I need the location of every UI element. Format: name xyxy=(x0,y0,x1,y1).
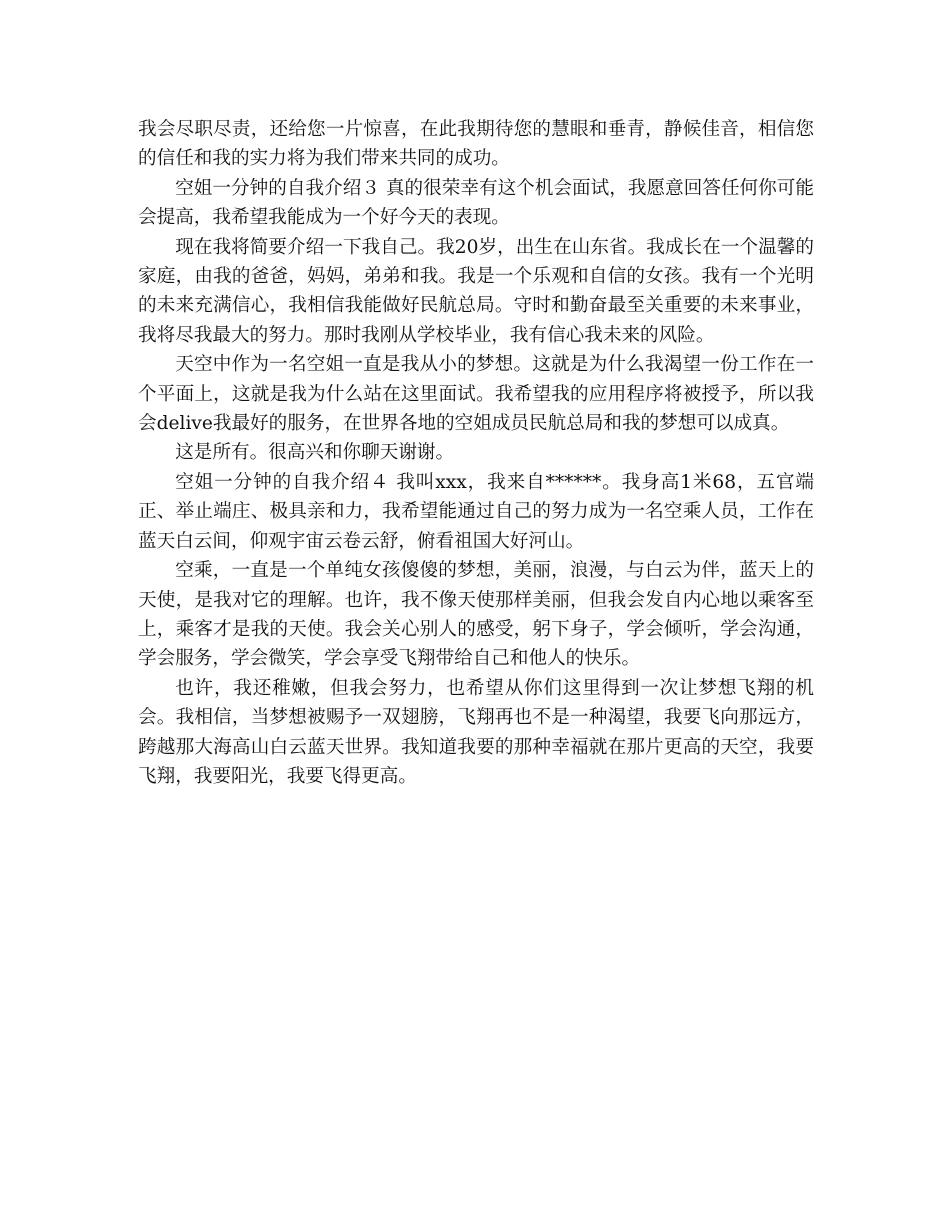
paragraph-3: 现在我将简要介绍一下我自己。我20岁，出生在山东省。我成长在一个温馨的家庭，由我的爸爸，妈妈，弟弟和我。我是一个乐观和自信的女孩。我有一个光明的未来充满信心，我相信我能做好民航总局。守时和勤奋最至关重要的未来事业，我将尽我最大的努力。那时我刚从学校毕业，我有信心我未来的风险。 xyxy=(138,236,814,346)
paragraph-4: 天空中作为一名空姐一直是我从小的梦想。这就是为什么我渴望一份工作在一个平面上，这就是我为什么站在这里面试。我希望我的应用程序将被授予，所以我会delive我最好的服务，在世界各地的空姐成员民航总局和我的梦想可以成真。 xyxy=(138,354,814,435)
paragraph-7: 空乘，一直是一个单纯女孩傻傻的梦想，美丽，浪漫，与白云为伴，蓝天上的天使，是我对它的理解。也许，我不像天使那样美丽，但我会发自内心地以乘客至上，乘客才是我的天使。我会关心别人的感受，躬下身子，学会倾听，学会沟通，学会服务，学会微笑，学会享受飞翔带给自己和他人的快乐。 xyxy=(138,560,814,670)
paragraph-6: 空姐一分钟的自我介绍４ 我叫xxx，我来自******。我身高1米68，五官端正、举止端庄、极具亲和力，我希望能通过自己的努力成为一名空乘人员，工作在蓝天白云间，仰观宇宙云卷云舒，俯看祖国大好河山。 xyxy=(138,471,814,552)
paragraph-5: 这是所有。很高兴和你聊天谢谢。 xyxy=(175,442,455,464)
paragraph-1: 我会尽职尽责，还给您一片惊喜，在此我期待您的慧眼和垂青，静候佳音，相信您的信任和我的实力将为我们带来共同的成功。 xyxy=(138,119,814,170)
paragraph-2: 空姐一分钟的自我介绍３ 真的很荣幸有这个机会面试，我愿意回答任何你可能会提高，我希望我能成为一个好今天的表现。 xyxy=(138,177,814,229)
paragraph-8: 也许，我还稚嫩，但我会努力，也希望从你们这里得到一次让梦想飞翔的机会。我相信，当梦想被赐予一双翅膀，飞翔再也不是一种渴望，我要飞向那远方，跨越那大海高山白云蓝天世界。我知道我要的那种幸福就在那片更高的天空，我要飞翔，我要阳光，我要飞得更高。 xyxy=(138,677,814,787)
document-body xyxy=(138,115,814,791)
